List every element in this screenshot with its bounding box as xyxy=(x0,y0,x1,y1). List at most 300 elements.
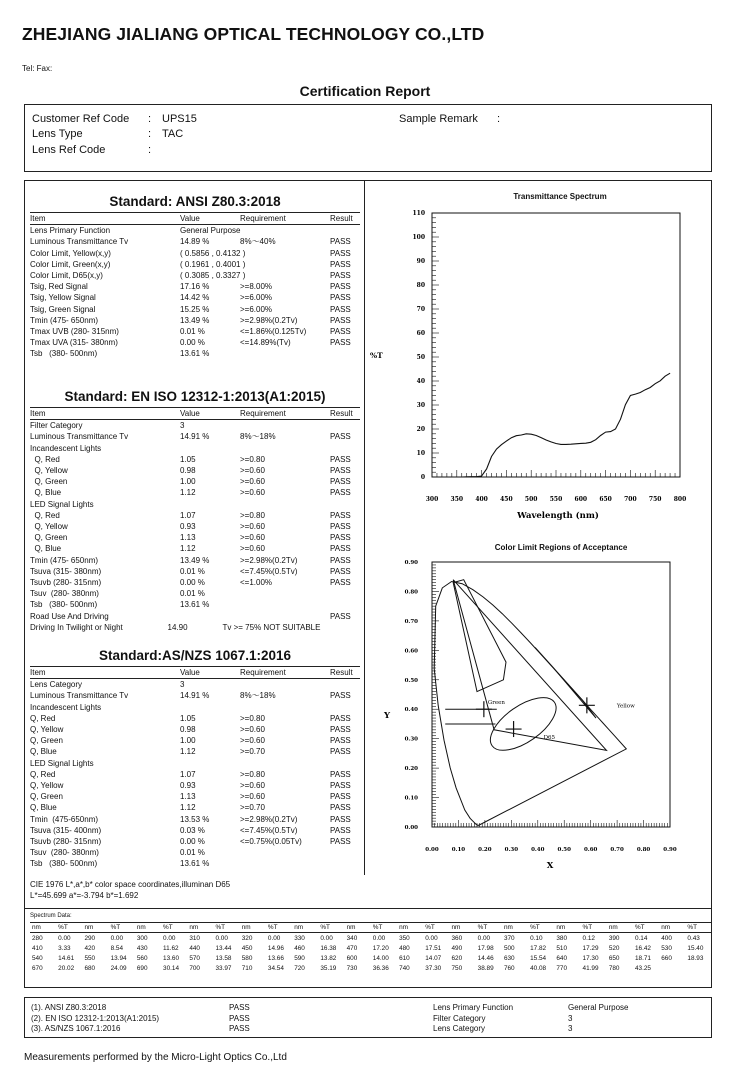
row-item: Tsig, Red Signal xyxy=(30,282,88,292)
spectrum-cell: 16.42 xyxy=(634,944,651,952)
row-result xyxy=(330,420,360,431)
row-value xyxy=(180,702,240,713)
row-item: Q, Red xyxy=(30,510,60,520)
table-row xyxy=(30,555,360,566)
spectrum-cell: 620 xyxy=(451,955,463,963)
spectrum-cell: 3.33 xyxy=(58,944,71,952)
spectrum-cell: 440 xyxy=(189,944,200,952)
spectrum-cell: 13.66 xyxy=(267,955,284,963)
row-item: Q, Yellow xyxy=(30,522,68,532)
y-tick-label: 0.90 xyxy=(404,560,418,566)
row-result: PASS xyxy=(330,259,351,269)
x-tick-label: 600 xyxy=(574,496,588,503)
row-result: PASS xyxy=(330,533,351,543)
spectrum-data-label: Spectrum Data: xyxy=(30,913,72,919)
row-item: Tsuv (280- 380nm) xyxy=(30,589,99,599)
row-requirement: 8%～40% xyxy=(240,237,276,247)
row-value: 1.13 xyxy=(180,533,196,543)
table-row xyxy=(30,521,360,532)
row-result: PASS xyxy=(330,304,351,314)
ansi-title: Standard: ANSI Z80.3:2018 xyxy=(109,194,281,209)
driving-row xyxy=(30,622,360,633)
row-value: 1.12 xyxy=(180,803,196,813)
y-tick-label: 0.60 xyxy=(404,648,418,655)
x-tick-label: 0.50 xyxy=(557,847,571,853)
spectrum-header-cell: nm xyxy=(659,923,685,933)
row-result: PASS xyxy=(330,555,351,565)
spectrum-cell xyxy=(685,964,712,974)
table-row xyxy=(30,487,360,498)
row-item: Tsb (380- 500nm) xyxy=(30,349,98,359)
spectrum-cell: 0.43 xyxy=(687,934,700,942)
table-row xyxy=(30,858,360,869)
row-requirement: >=0.70 xyxy=(240,803,265,813)
spectrum-cell: 730 xyxy=(346,965,358,973)
row-result: PASS xyxy=(330,825,351,835)
spectrum-cell: 690 xyxy=(136,965,148,973)
row-result: PASS xyxy=(330,271,351,281)
table-row xyxy=(30,476,360,487)
row-requirement: >=6.00% xyxy=(240,304,273,314)
summary-standard: (3). AS/NZS 1067.1:2016 xyxy=(31,1024,121,1033)
spectrum-cell: 390 xyxy=(608,934,620,942)
spectrum-cell: 320 xyxy=(241,934,253,942)
row-item: Tsuv (280- 380nm) xyxy=(30,848,99,858)
spectrum-header-cell: nm xyxy=(607,923,633,933)
table-row xyxy=(30,588,360,599)
row-item: Q, Blue xyxy=(30,544,62,554)
row-requirement: >=8.00% xyxy=(240,282,273,292)
spectrum-cell: 37.30 xyxy=(425,965,442,973)
table-row xyxy=(30,679,360,690)
row-value: 13.49 % xyxy=(180,555,210,565)
spectrum-header-cell: nm xyxy=(397,923,423,933)
company-name: ZHEJIANG JIALIANG OPTICAL TECHNOLOGY CO.,LTD xyxy=(22,24,485,44)
spectrum-cell: 590 xyxy=(294,955,305,963)
table-row xyxy=(30,292,360,303)
spectrum-cell: 720 xyxy=(294,965,305,973)
row-requirement: >=0.80 xyxy=(240,769,265,779)
x-tick-label: 0.00 xyxy=(425,847,439,853)
row-item: Tmin (475-650nm) xyxy=(30,814,99,824)
row-result: PASS xyxy=(330,466,351,476)
spectrum-cell: 660 xyxy=(661,955,672,963)
row-item: Tsuvb (280- 315nm) xyxy=(30,578,102,588)
row-value: ( 0.3085 , 0.3327 ) xyxy=(180,271,246,281)
row-item: Tsb (380- 500nm) xyxy=(30,859,98,869)
row-value: 13.49 % xyxy=(180,315,210,325)
summary-param-label: Filter Category xyxy=(433,1013,486,1023)
nzs-title: Standard:AS/NZS 1067.1:2016 xyxy=(98,648,292,663)
row-value: 1.13 xyxy=(180,792,196,802)
spectrum-header-cell: %T xyxy=(685,923,712,933)
row-result: PASS xyxy=(330,691,351,701)
row-requirement: <=7.45%(0.5Tv) xyxy=(240,825,298,835)
row-item: Tsuvb (280- 315nm) xyxy=(30,837,102,847)
row-value: 0.98 xyxy=(180,466,196,476)
y-tick-label: 110 xyxy=(412,210,425,217)
header-value: Value xyxy=(180,214,200,223)
spectrum-header-cell: nm xyxy=(30,923,56,933)
table-row xyxy=(30,431,360,442)
spectrum-cell: 13.58 xyxy=(215,955,232,963)
spectrum-cell: 17.30 xyxy=(582,955,599,963)
row-requirement: <=14.89%(Tv) xyxy=(240,338,291,348)
row-requirement xyxy=(240,588,330,599)
row-item: Q, Red xyxy=(30,713,56,723)
y-tick-label: 0.70 xyxy=(404,618,418,625)
row-result: PASS xyxy=(330,803,351,813)
row-requirement xyxy=(240,847,330,858)
spectrum-cell: 610 xyxy=(399,955,410,963)
row-item: Tmin (475- 650nm) xyxy=(30,315,99,325)
row-item: Luminous Transmittance Tv xyxy=(30,432,129,442)
row-result: PASS xyxy=(330,522,351,532)
spectrum-cell: 500 xyxy=(503,944,515,952)
spectrum-data-table xyxy=(30,922,712,974)
table-row xyxy=(30,532,360,543)
row-result xyxy=(330,858,360,869)
spectrum-cell: 14.00 xyxy=(372,955,389,963)
row-item: Q, Green xyxy=(30,736,63,746)
row-item: Q, Yellow xyxy=(30,466,68,476)
lens-ref-row xyxy=(32,144,162,156)
summary-result: PASS xyxy=(229,1003,250,1012)
table-row xyxy=(30,791,360,802)
row-item: Q, Green xyxy=(30,533,68,543)
header-requirement: Requirement xyxy=(240,214,286,223)
row-result: PASS xyxy=(330,510,351,520)
color-xlabel: X xyxy=(546,861,554,871)
row-item: Q, Yellow xyxy=(30,781,64,791)
row-value xyxy=(180,499,240,510)
row-result: PASS xyxy=(330,814,351,824)
spectrum-cell: 14.96 xyxy=(267,944,284,952)
row-result xyxy=(330,588,360,599)
row-requirement: 8%～18% xyxy=(240,432,276,442)
driving-requirement: Tv >= 75% NOT SUITABLE xyxy=(222,622,321,632)
spectrum-cell: 17.82 xyxy=(530,944,547,952)
spectrum-cell: 330 xyxy=(294,934,305,942)
spectrum-xlabel: Wavelength (nm) xyxy=(517,511,599,521)
row-requirement: >=0.60 xyxy=(240,522,265,532)
row-value: 1.07 xyxy=(180,769,196,779)
row-value xyxy=(180,611,240,622)
row-requirement xyxy=(240,611,330,622)
lens-type-row xyxy=(32,128,183,140)
header-item: Item xyxy=(30,214,46,223)
y-tick-label: 0.40 xyxy=(404,707,418,714)
row-requirement xyxy=(240,679,330,690)
spectrum-cell: 760 xyxy=(503,965,515,973)
spectrum-cell: 0.00 xyxy=(267,934,281,942)
colon: : xyxy=(148,113,152,125)
row-result: PASS xyxy=(330,781,351,791)
row-item: Lens Primary Function xyxy=(30,226,111,236)
row-result xyxy=(330,847,360,858)
row-requirement: <=7.45%(0.5Tv) xyxy=(240,566,298,576)
spectrum-header-cell: nm xyxy=(450,923,476,933)
row-result: PASS xyxy=(330,237,351,247)
spectrum-cell: 24.09 xyxy=(110,965,127,973)
row-result: PASS xyxy=(330,611,351,621)
acceptance-triangle xyxy=(453,580,606,751)
row-value: 1.12 xyxy=(180,544,196,554)
row-value: 15.25 % xyxy=(180,304,210,314)
row-result: PASS xyxy=(330,713,351,723)
row-requirement: >=2.98%(0.2Tv) xyxy=(240,555,298,565)
row-item: Tsig, Green Signal xyxy=(30,304,96,314)
y-tick-label: 80 xyxy=(416,282,425,289)
row-item: Q, Green xyxy=(30,792,63,802)
row-item: Q, Green xyxy=(30,477,68,487)
spectrum-cell: 770 xyxy=(556,965,568,973)
table-row xyxy=(30,758,360,769)
row-requirement: >=2.98%(0.2Tv) xyxy=(240,315,298,325)
table-row xyxy=(30,281,360,292)
header-result: Result xyxy=(330,214,353,223)
spectrum-cell: 340 xyxy=(346,934,358,942)
spectrum-header-cell: nm xyxy=(240,923,266,933)
row-value xyxy=(180,443,240,454)
row-item: Color Limit, Yellow(x,y) xyxy=(30,248,111,258)
spectrum-cell: 15.54 xyxy=(530,955,547,963)
row-result xyxy=(330,499,360,510)
spectrum-cell: 630 xyxy=(503,955,515,963)
y-tick-label: 60 xyxy=(416,330,425,337)
row-value: 1.00 xyxy=(180,477,196,487)
spectrum-cell: 0.00 xyxy=(477,934,491,942)
spectrum-cell: 0.00 xyxy=(320,934,333,942)
spectrum-cell: 0.12 xyxy=(582,934,595,942)
spectrum-cell: 400 xyxy=(661,934,672,942)
spectrum-cell: 35.19 xyxy=(320,965,337,973)
cie-line2: L*=45.699 a*=-3.794 b*=1.692 xyxy=(30,890,139,900)
standards-column xyxy=(24,180,365,875)
row-item: Luminous Transmittance Tv xyxy=(30,691,129,701)
row-requirement xyxy=(240,259,330,270)
table-row xyxy=(30,225,360,236)
row-result: PASS xyxy=(330,544,351,554)
x-tick-label: 650 xyxy=(599,496,612,503)
y-tick-label: 0.50 xyxy=(404,677,418,684)
spectrum-cell: 11.62 xyxy=(163,944,179,952)
row-requirement: >=0.60 xyxy=(240,792,265,802)
row-result: PASS xyxy=(330,477,351,487)
spectrum-cell: 30.14 xyxy=(163,965,180,973)
nzs-section xyxy=(30,646,360,870)
spectrum-header-cell: %T xyxy=(633,923,659,933)
info-box xyxy=(24,104,712,172)
row-requirement: >=0.80 xyxy=(240,454,265,464)
tel-fax: Tel: Fax: xyxy=(22,64,53,73)
spectrum-row xyxy=(30,964,712,974)
customer-ref-value: UPS15 xyxy=(162,113,197,125)
row-item: Tmax UVA (315- 380nm) xyxy=(30,338,118,348)
row-item: Q, Red xyxy=(30,769,56,779)
spectrum-cell: 510 xyxy=(556,944,568,952)
y-tick-label: 0.20 xyxy=(404,766,418,773)
row-requirement: >=0.60 xyxy=(240,477,265,487)
row-requirement xyxy=(240,420,330,431)
row-requirement xyxy=(240,443,330,454)
row-requirement xyxy=(240,348,330,359)
row-item: Incandescent Lights xyxy=(30,702,102,712)
row-requirement: <=1.86%(0.125Tv) xyxy=(240,327,307,337)
spectrum-cell: 310 xyxy=(189,934,200,942)
color-chart-title: Color Limit Regions of Acceptance xyxy=(494,543,628,552)
row-value: 0.00 % xyxy=(180,837,205,847)
row-requirement: >=0.60 xyxy=(240,781,265,791)
spectrum-cell: 43.25 xyxy=(634,965,651,973)
row-item: Color Limit, D65(x,y) xyxy=(30,271,103,281)
row-requirement xyxy=(240,758,330,769)
row-requirement xyxy=(240,702,330,713)
spectrum-cell: 470 xyxy=(346,944,358,952)
x-tick-label: 300 xyxy=(425,496,439,503)
table-row xyxy=(30,248,360,259)
row-value: 0.01 % xyxy=(180,566,205,576)
en-rows xyxy=(30,420,360,622)
table-row xyxy=(30,780,360,791)
spectrum-cell: 13.60 xyxy=(163,955,180,963)
spectrum-cell: 14.46 xyxy=(477,955,494,963)
row-value: 1.07 xyxy=(180,510,196,520)
row-value: General Purpose xyxy=(180,226,241,236)
x-tick-label: 0.40 xyxy=(531,847,545,853)
row-item: Color Limit, Green(x,y) xyxy=(30,259,111,269)
row-result: PASS xyxy=(330,578,351,588)
row-item: Q, Yellow xyxy=(30,725,64,735)
ansi-table xyxy=(30,212,360,360)
spectrum-cell: 430 xyxy=(136,944,148,952)
table-row xyxy=(30,690,360,701)
summary-result: PASS xyxy=(229,1024,250,1033)
spectrum-cell: 14.07 xyxy=(425,955,442,963)
row-result xyxy=(330,348,360,359)
row-result xyxy=(330,225,360,236)
row-result: PASS xyxy=(330,747,351,757)
row-value: 14.42 % xyxy=(180,293,210,303)
header-requirement: Requirement xyxy=(240,409,286,418)
spectrum-header-cell: %T xyxy=(528,923,554,933)
row-result: PASS xyxy=(330,736,351,746)
header-item: Item xyxy=(30,668,46,677)
row-item: Tsb (380- 500nm) xyxy=(30,600,98,610)
spectrum-cell: 750 xyxy=(451,965,463,973)
header-value: Value xyxy=(180,409,200,418)
customer-ref-label: Customer Ref Code xyxy=(32,113,130,125)
table-row xyxy=(30,510,360,521)
row-item: Filter Category xyxy=(30,421,83,431)
row-value xyxy=(180,758,240,769)
en-section xyxy=(30,387,360,633)
table-row xyxy=(30,465,360,476)
x-tick-label: 400 xyxy=(475,496,488,503)
spectrum-cell: 600 xyxy=(346,955,358,963)
spectrum-cell: 0.00 xyxy=(425,934,438,942)
table-row xyxy=(30,746,360,757)
row-requirement xyxy=(240,858,330,869)
table-row xyxy=(30,543,360,554)
row-requirement: >=0.60 xyxy=(240,725,265,735)
row-item: Tmin (475- 650nm) xyxy=(30,555,99,565)
row-requirement: >=0.80 xyxy=(240,713,265,723)
driving-label: Driving In Twilight or Night xyxy=(30,622,123,632)
summary-standard: (2). EN ISO 12312-1:2013(A1:2015) xyxy=(31,1013,160,1023)
nzs-rows xyxy=(30,679,360,869)
row-value: 3 xyxy=(180,421,185,431)
x-tick-label: 450 xyxy=(500,496,513,503)
spectrum-cell: 640 xyxy=(556,955,568,963)
row-result xyxy=(330,443,360,454)
spectrum-cell: 14.61 xyxy=(58,955,75,963)
row-value: 13.61 % xyxy=(180,349,210,359)
row-value: 1.12 xyxy=(180,488,196,498)
lens-type-value: TAC xyxy=(162,128,184,140)
spectrum-cell: 15.40 xyxy=(687,944,704,952)
spectrum-cell: 560 xyxy=(136,955,148,963)
spectrum-header-cell: nm xyxy=(82,923,108,933)
colon: : xyxy=(148,144,152,156)
row-item: Tsuva (315- 400nm) xyxy=(30,825,102,835)
spectrum-cell xyxy=(659,964,685,974)
summary-param-label: Lens Category xyxy=(433,1024,486,1033)
header-result: Result xyxy=(330,409,353,418)
row-requirement xyxy=(240,248,330,259)
row-value: 13.53 % xyxy=(180,814,210,824)
lens-ref-label: Lens Ref Code xyxy=(32,144,106,156)
x-tick-label: 750 xyxy=(648,496,662,503)
spectrum-header-cell: %T xyxy=(161,923,187,933)
row-value: 13.61 % xyxy=(180,600,210,610)
colon: : xyxy=(148,128,152,140)
point-label-yellow: Yellow xyxy=(616,703,635,710)
spectrum-cell: 34.54 xyxy=(267,965,284,973)
spectrum-cell: 13.44 xyxy=(215,944,232,952)
spectral-locus xyxy=(434,582,626,826)
y-tick-label: 0.00 xyxy=(404,825,418,831)
row-value: 0.93 xyxy=(180,781,196,791)
row-requirement: >=0.60 xyxy=(240,736,265,746)
spectrum-cell: 0.00 xyxy=(215,934,228,942)
spectrum-cell: 8.54 xyxy=(110,944,124,952)
row-value: 14.89 % xyxy=(180,237,210,247)
spectrum-cell: 41.99 xyxy=(582,965,599,973)
spectrum-cell: 580 xyxy=(241,955,253,963)
spectrum-row xyxy=(30,953,712,963)
y-tick-label: 0.30 xyxy=(404,736,418,743)
ansi-section xyxy=(30,192,360,360)
table-row xyxy=(30,847,360,858)
table-row xyxy=(30,814,360,825)
spectrum-header-cell: %T xyxy=(56,923,82,933)
row-value: ( 0.1961 , 0.4001 ) xyxy=(180,259,246,269)
spectrum-cell: 17.29 xyxy=(582,944,599,952)
row-item: Luminous Transmittance Tv xyxy=(30,237,129,247)
cie-line1: CIE 1976 L*,a*,b* color space coordinates,illuminan D65 xyxy=(30,880,231,889)
table-row xyxy=(30,326,360,337)
row-requirement: >=6.00% xyxy=(240,293,273,303)
row-result: PASS xyxy=(330,432,351,442)
spectrum-header-cell: nm xyxy=(554,923,580,933)
row-result: PASS xyxy=(330,725,351,735)
x-tick-label: 500 xyxy=(524,496,538,503)
table-header xyxy=(30,407,360,420)
spectrum-cell: 370 xyxy=(503,934,515,942)
spectrum-cell: 16.38 xyxy=(320,944,337,952)
x-tick-label: 0.60 xyxy=(583,847,598,853)
